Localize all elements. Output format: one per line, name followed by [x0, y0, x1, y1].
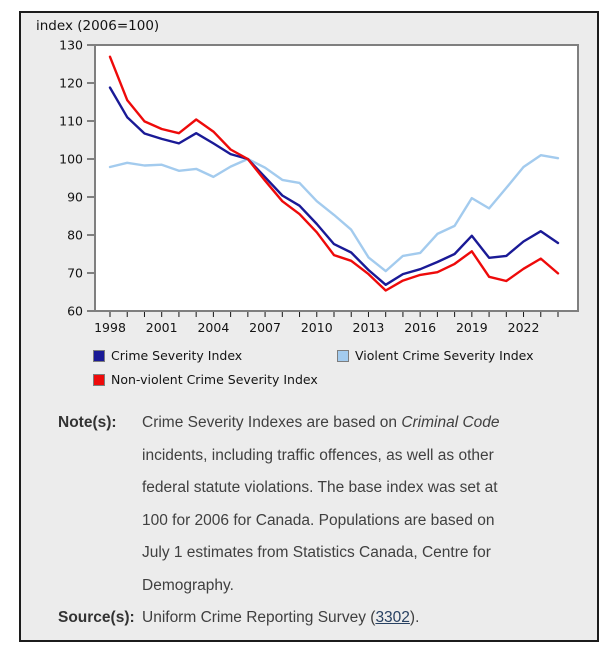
- legend-label: Non-violent Crime Severity Index: [111, 372, 318, 387]
- crime-severity-line-chart: [21, 13, 597, 343]
- legend-item-violent-crime-severity-index: [337, 348, 534, 363]
- x-axis-tick-label: 2001: [145, 320, 178, 335]
- y-axis-tick-label: 100: [59, 151, 83, 167]
- axis-unit-title: index (2006=100): [36, 18, 160, 34]
- source-survey-link[interactable]: 3302: [375, 609, 410, 626]
- legend-item-crime-severity-index: [93, 348, 242, 363]
- note-line: Crime Severity Indexes are based on Criminal Code: [142, 414, 500, 431]
- legend-swatch-red: [93, 374, 105, 386]
- x-axis-tick-label: 2022: [507, 320, 540, 335]
- y-axis-tick-label: 70: [67, 265, 83, 281]
- x-axis-tick-label: 2019: [455, 320, 488, 335]
- y-axis-tick-label: 130: [59, 37, 83, 53]
- legend-swatch-navy: [93, 350, 105, 362]
- y-axis-tick-label: 110: [59, 113, 83, 129]
- y-axis-tick-label: 120: [59, 75, 83, 91]
- y-axis-tick-label: 60: [67, 303, 83, 319]
- note-row: [58, 407, 578, 602]
- legend-item-non-violent-crime-severity-index: [93, 372, 318, 387]
- x-axis-tick-label: 1998: [94, 320, 126, 335]
- source-label: Source(s):: [58, 609, 135, 626]
- legend-swatch-lightblue: [337, 350, 349, 362]
- note-line: 100 for 2006 for Canada. Populations are based on: [142, 511, 495, 529]
- legend-label: Crime Severity Index: [111, 348, 243, 363]
- y-axis-tick-label: 80: [67, 227, 83, 243]
- legend-label: Violent Crime Severity Index: [355, 348, 534, 363]
- source-row: [58, 602, 578, 635]
- x-axis-tick-label: 2004: [197, 320, 230, 335]
- source-text: Uniform Crime Reporting Survey (3302).: [142, 609, 420, 626]
- x-axis-tick-label: 2010: [300, 320, 333, 335]
- note-line: federal statute violations. The base index was set at: [142, 479, 498, 496]
- x-axis-tick-label: 2007: [249, 320, 281, 335]
- plot-area: [95, 45, 578, 311]
- x-axis-tick-label: 2016: [404, 320, 437, 335]
- figure-panel: [19, 11, 599, 642]
- x-axis-tick-label: 2013: [352, 320, 385, 335]
- y-axis-tick-label: 90: [67, 189, 83, 205]
- note-line: Demography.: [142, 576, 234, 594]
- note-line: incidents, including traffic offences, as well as other: [142, 446, 494, 464]
- notes-text: [142, 407, 500, 602]
- notes-label: Note(s):: [58, 414, 117, 431]
- note-line: July 1 estimates from Statistics Canada, Centre for: [142, 544, 491, 561]
- notes-section: [58, 407, 578, 635]
